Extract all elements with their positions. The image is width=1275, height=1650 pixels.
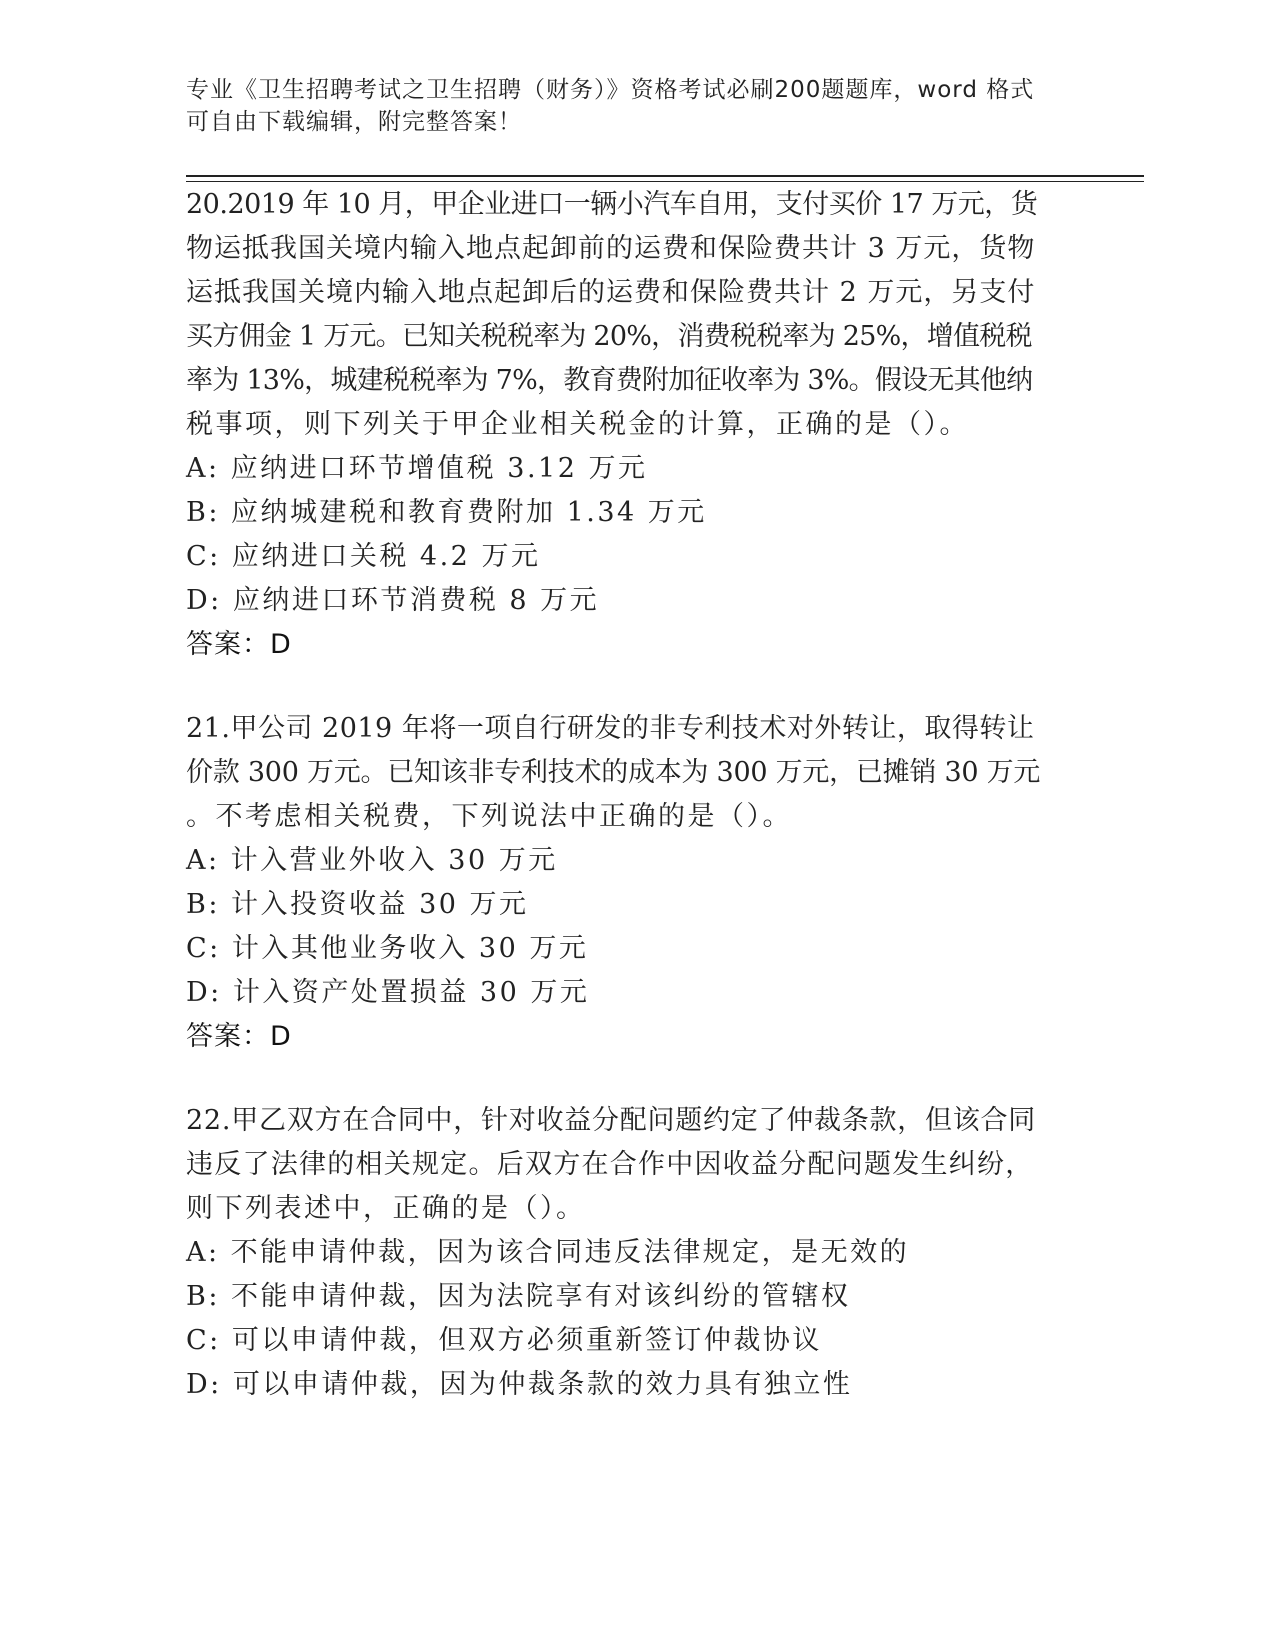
question-22-line-1: 22.甲乙双方在合同中，针对收益分配问题约定了仲裁条款，但该合同	[186, 1105, 1036, 1136]
header-rule-thick	[186, 175, 1144, 177]
question-22-option-d: D: 可以申请仲裁，因为仲裁条款的效力具有独立性	[186, 1369, 853, 1400]
question-20-line-3: 运抵我国关境内输入地点起卸后的运费和保险费共计 2 万元，另支付	[186, 277, 1036, 308]
header-line-1: 专业《卫生招聘考试之卫生招聘（财务）》资格考试必刷200题题库，word 格式	[186, 77, 1035, 103]
question-22-option-c: C: 可以申请仲裁，但双方必须重新签订仲裁协议	[186, 1325, 822, 1356]
question-20-line-6: 税事项，则下列关于甲企业相关税金的计算，正确的是（）。	[186, 409, 969, 440]
question-20-line-1: 20.2019 年 10 月，甲企业进口一辆小汽车自用，支付买价 17 万元，货	[186, 189, 1038, 220]
question-20-option-a: A: 应纳进口环节增值税 3.12 万元	[186, 453, 648, 484]
question-21-option-d: D: 计入资产处置损益 30 万元	[186, 977, 590, 1008]
question-20-line-2: 物运抵我国关境内输入地点起卸前的运费和保险费共计 3 万元，货物	[186, 233, 1036, 264]
question-20-line-5: 率为 13%，城建税税率为 7%，教育费附加征收率为 3%。假设无其他纳	[186, 365, 1033, 396]
question-21-line-3: 。不考虑相关税费，下列说法中正确的是（）。	[186, 801, 792, 832]
question-21-option-a: A: 计入营业外收入 30 万元	[186, 845, 558, 876]
question-21-option-b: B: 计入投资收益 30 万元	[186, 889, 529, 920]
document-header	[186, 74, 1066, 138]
question-20-option-c: C: 应纳进口关税 4.2 万元	[186, 541, 541, 572]
question-20-option-b: B: 应纳城建税和教育费附加 1.34 万元	[186, 497, 707, 528]
question-21-answer: 答案：D	[186, 1021, 292, 1052]
question-21-option-c: C: 计入其他业务收入 30 万元	[186, 933, 589, 964]
question-21-line-1: 21.甲公司 2019 年将一项自行研发的非专利技术对外转让，取得转让	[186, 713, 1035, 744]
question-22-line-3: 则下列表述中，正确的是（）。	[186, 1193, 586, 1224]
question-20-answer: 答案：D	[186, 629, 292, 660]
question-22-option-a: A: 不能申请仲裁，因为该合同违反法律规定，是无效的	[186, 1237, 910, 1268]
question-20-line-4: 买方佣金 1 万元。已知关税税率为 20%，消费税税率为 25%，增值税税	[186, 321, 1032, 352]
question-21-line-2: 价款 300 万元。已知该非专利技术的成本为 300 万元，已摊销 30 万元	[186, 757, 1041, 788]
header-line-2: 可自由下载编辑，附完整答案！	[186, 109, 522, 135]
question-20-option-d: D: 应纳进口环节消费税 8 万元	[186, 585, 600, 616]
question-22-line-2: 违反了法律的相关规定。后双方在合作中因收益分配问题发生纠纷，	[186, 1149, 1034, 1180]
question-22-option-b: B: 不能申请仲裁，因为法院享有对该纠纷的管辖权	[186, 1281, 851, 1312]
